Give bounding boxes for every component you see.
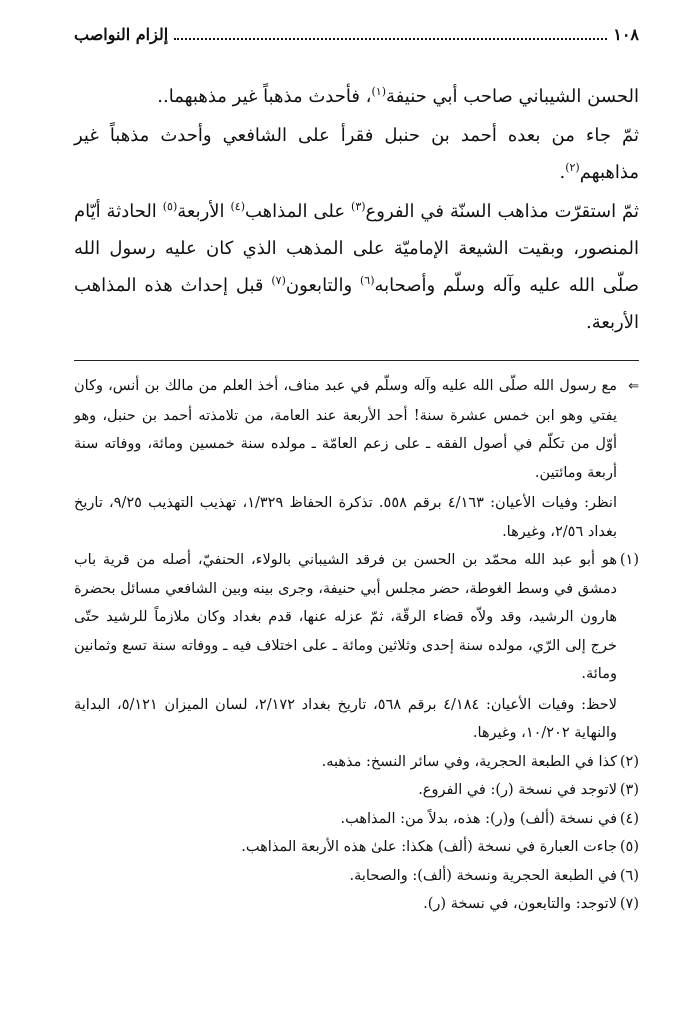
footnote-continuation (74, 372, 639, 487)
footnote-text: في نسخة (ألف) و(ر): هذه، بدلاً من: المذاهب. (340, 810, 617, 827)
footnote-text: مع رسول الله صلّى الله عليه وآله وسلّم في عبد مناف، أخذ العلم من مالك بن أنس، وكان يفتي وهو ابن خمس عشرة سنة! أحد الأربعة عند العامة، من تلامذته أحمد بن حنبل، وهو أوّل من تكلّم في أصول الفقه ـ على زعم العامّة ـ مولده سنة خمسين ومائة، ووفاته سنة أربعة ومائتين. (74, 378, 617, 481)
footnote-number: (٤) (619, 810, 639, 827)
main-text-run: . (559, 162, 566, 183)
footnote-5 (74, 833, 639, 862)
footnote-number: (٥) (619, 839, 639, 855)
footnote-text: لاتوجد في نسخة (ر): في الفروع. (418, 782, 617, 798)
footnote-3 (74, 776, 639, 805)
main-paragraph-1 (74, 78, 639, 115)
page-header (74, 24, 639, 54)
footnote-marker-7: (٧) (271, 274, 286, 287)
main-text-run: على المذاهب (244, 201, 352, 222)
footnote-text: لاتوجد: والتابعون، في نسخة (ر). (423, 896, 617, 912)
page-number: ١٠٨ (613, 25, 639, 44)
footnote-text: هو أبو عبد الله محمّد بن الحسن بن فرقد الشيباني بالولاء، الحنفيّ، أصله من قرية باب دمشق في وسط الغوطة، حضر مجلس أبي حنيفة، وجرى بينه وبين الشافعي مسائل بحضرة هارون الرشيد، وقد ولاّه قضاء الرقّة، ثمّ عزله عنها، قدم بغداد وكان ملازماً للرشيد حتّى خرج إلى الرّي، مولده سنة إحدى وثلاثين ومائة ـ على اختلاف فيه ـ ووفاته سنة تسع وثمانين ومائة. (74, 552, 617, 682)
footnote-6 (74, 862, 639, 891)
main-text (74, 78, 639, 341)
footnote-text: في الطبعة الحجرية ونسخة (ألف): والصحابة. (349, 867, 617, 884)
footnote-marker-6: (٦) (359, 274, 375, 287)
footnote-text: كذا في الطبعة الحجرية، وفي سائر النسخ: مذهبه. (321, 753, 617, 770)
footnote-reference: انظر: وفيات الأعيان: ٤/١٦٣ برقم ٥٥٨. تذكرة الحفاظ ١/٣٢٩، تهذيب التهذيب ٩/٢٥، تاريخ بغداد ٢/٥٦، وغيرها. (74, 495, 617, 540)
footnote-separator (74, 360, 639, 361)
footnote-marker-1: (١) (371, 85, 387, 98)
main-paragraph-2 (74, 117, 639, 191)
footnote-marker-5: (٥) (162, 200, 178, 213)
main-text-run: والتابعون (285, 275, 360, 296)
footnote-number: (٧) (619, 896, 639, 912)
main-paragraph-3 (74, 193, 639, 341)
footnote-number: (٢) (619, 753, 639, 770)
footnote-marker-4: (٤) (230, 200, 245, 213)
main-text-run: ثمّ استقرّت مذاهب السنّة في الفروع (365, 201, 640, 222)
footnote-marker-3: (٣) (351, 200, 366, 213)
footnote-number: (١) (619, 552, 639, 568)
continuation-arrow-icon: ⇐ (628, 379, 639, 394)
main-text-run: ثمّ جاء من بعده أحمد بن حنبل فقرأ على الشافعي وأحدث مذهباً غير مذاهبهم (74, 125, 639, 183)
header-dot-leader (174, 24, 607, 40)
footnote-reference: لاحظ: وفيات الأعيان: ٤/١٨٤ برقم ٥٦٨، تاريخ بغداد ٢/١٧٢، لسان الميزان ٥/١٢١، البداية والنهاية ١٠/٢٠٢، وغيرها. (74, 696, 618, 741)
footnote-marker-2: (٢) (565, 161, 580, 174)
footnote-number: (٦) (619, 867, 639, 884)
footnote-number: (٣) (619, 782, 639, 798)
main-text-run: الأربعة (177, 201, 231, 222)
main-text-run: الحادثة أيّام المنصور، وبقيت الشيعة الإماميّة على المذهب الذي كان عليه رسول الله صلّى الله عليه وآله وسلّم وأصحابه (74, 201, 639, 296)
footnote-1 (74, 546, 639, 689)
main-text-run: ، فأحدث مذهباً غير مذهبهما.. (157, 86, 372, 107)
footnote-4 (74, 805, 639, 834)
footnote-2 (74, 748, 639, 777)
main-text-run: قبل إحداث هذه المذاهب الأربعة. (74, 275, 639, 333)
footnote-text: جاءت العبارة في نسخة (ألف) هكذا: علىٰ هذه الأربعة المذاهب. (241, 839, 617, 855)
running-title: إلزام النواصب (74, 25, 169, 44)
footnotes (74, 372, 639, 919)
footnote-7 (74, 890, 639, 919)
main-text-run: الحسن الشيباني صاحب أبي حنيفة (386, 86, 639, 107)
